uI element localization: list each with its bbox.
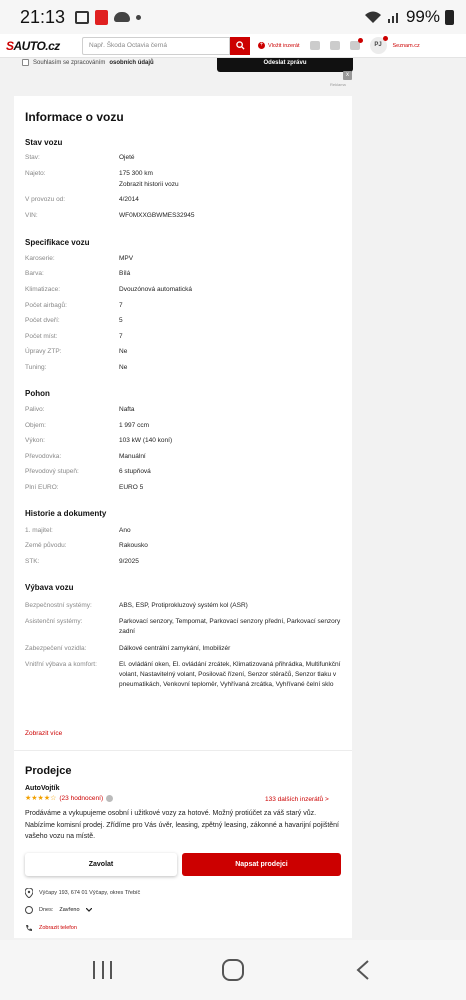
seller-name[interactable]: AutoVojtík <box>25 785 60 792</box>
avatar[interactable]: PJ <box>370 37 387 54</box>
clock-icon <box>25 906 33 914</box>
image-icon <box>75 11 89 24</box>
wifi-icon <box>364 10 382 24</box>
address-row: Výčapy 193, 674 01 Výčapy, okres Třebíč <box>25 888 140 898</box>
seller-description: Prodáváme a vykupujeme osobní i užitkové vozy za hotové. Možný protiúčet za váš starý vůz. Nabízíme komisní prodej. Zřídíme pro Vás úvěr, leasing, zpětný leasing, zákonné a havarijní pojištění vašeho vozu na místě. <box>25 810 339 840</box>
phone-icon <box>25 924 33 932</box>
system-nav-bar <box>0 940 466 1000</box>
section-heading-stav: Stav vozu <box>25 138 63 147</box>
bell-icon[interactable] <box>330 41 340 50</box>
send-message-button[interactable]: Odeslat zprávu <box>217 58 353 72</box>
info-icon[interactable] <box>106 795 113 802</box>
plus-icon: + <box>259 42 264 48</box>
section-heading-vybava: Výbava vozu <box>25 583 74 592</box>
cloud-icon <box>114 12 130 22</box>
close-icon[interactable]: x <box>343 71 352 80</box>
pdf-icon <box>95 10 108 25</box>
history-link[interactable]: Zobrazit historii vozu <box>119 181 179 188</box>
section-heading-pohon: Pohon <box>25 389 50 398</box>
section-divider <box>14 750 352 751</box>
other-ads-link[interactable]: 133 dalších inzerátů > <box>265 796 329 803</box>
clock: 21:13 <box>20 6 66 27</box>
search-button[interactable] <box>230 37 250 55</box>
call-button[interactable]: Zavolat <box>25 853 177 876</box>
show-more-link[interactable]: Zobrazit více <box>25 730 63 737</box>
seller-title: Prodejce <box>25 765 72 777</box>
back-icon[interactable] <box>356 960 370 980</box>
vehicle-info-card: Informace o vozu Stav vozu Stav: Ojeté Najeto: 175 300 km Zobrazit historii vozu V provozu od: 4/2014 VIN: WF0MXXGBWMES32945 Specifikace vozu Karoserie: MPV Barva: Bílá Klimatizace: Dvouzónová automatická Počet airbagů: 7 Počet dveří: 5 Počet míst: 7 Úpravy ZTP: Ne Tuning: Ne Pohon Palivo: Nafta Objem: 1 997 ccm Výkon: 103 kW (140 koní) Převodovka: Manuální Převodový stupeň: 6 stupňová Plní EURO: EURO 5 Historie a dokumenty 1. majitel: Ano Země původu: Rakousko STK: 9/2025 Výbava vozu Bezpečnostní systémy: ABS, ESP, Protiprokluzový systém kol (ASR) Asistenční systémy: Parkovací senzory, Tempomat, Parkovací senzory přední, Parkovací senzory zadní Zabezpečení vozidla: Dálkové centrální zamykání, Imobilizér Vnitřní výbava a komfort: El. ovládání oken, El. ovládání zrcátek, Klimatizovaná přihrádka, Multifunkční volant, Nastavitelný volant, Posilovač řízení, Senzor stěračů, Senzor tlaku v pneumatikách, Venkovní teploměr, Vyhřívaná zrcátka, Vyhřívané čelní sklo Zobrazit více Prodejce AutoVojtík ★★★★☆ (23 hodnocení) 133 dalších inzerátů > Prodáváme a vykupujeme osobní i užitkové vozy za hotové. Možný protiúčet za váš starý vůz. Nabízíme komisní prodej. Zřídíme pro Vás úvěr, leasing, zpětný leasing, zákonné a havarijní pojištění vašeho vozu na místě. Zavolat Napsat prodejci Výčapy 193, 674 01 Výčapy, okres Třebíč Dnes: Zavřeno Zobrazit telefon <box>14 96 352 938</box>
insert-ad-link[interactable]: + Vložit inzerát <box>259 42 300 49</box>
consent-checkbox[interactable] <box>22 59 29 66</box>
consent-row[interactable]: Souhlasím se zpracováním osobních údajů <box>22 59 154 66</box>
battery-icon <box>445 10 454 25</box>
section-heading-spec: Specifikace vozu <box>25 238 90 247</box>
ad-banner <box>14 58 352 90</box>
battery-percent: 99% <box>405 7 440 26</box>
chat-icon[interactable] <box>350 41 360 50</box>
ad-label: Reklama <box>330 82 346 87</box>
seznam-link[interactable]: Seznam.cz <box>392 42 420 49</box>
reviews-link[interactable]: (23 hodnocení) <box>59 794 104 802</box>
section-heading-historie: Historie a dokumenty <box>25 509 107 518</box>
chevron-down-icon <box>86 908 92 912</box>
sauto-logo[interactable]: SAUTO.cz <box>6 38 60 53</box>
write-seller-button[interactable]: Napsat prodejci <box>182 853 341 876</box>
seller-rating[interactable] <box>25 794 113 802</box>
home-icon[interactable] <box>222 959 244 981</box>
opening-hours-row[interactable]: Dnes: Zavřeno <box>25 906 92 914</box>
recent-apps-icon[interactable] <box>93 961 112 979</box>
notification-icons <box>75 10 141 25</box>
mail-icon[interactable] <box>310 41 320 50</box>
search-icon <box>236 41 245 50</box>
dot-icon <box>136 15 141 20</box>
location-pin-icon <box>25 888 33 898</box>
rating-stars: ★★★★☆ <box>25 795 57 802</box>
status-bar <box>0 0 466 34</box>
signal-icon <box>387 10 401 24</box>
info-title: Informace o vozu <box>25 110 124 124</box>
system-icons <box>364 7 454 27</box>
search-input[interactable]: Např. Škoda Octavia černá <box>82 37 230 55</box>
site-header <box>0 34 466 58</box>
phone-row[interactable]: Zobrazit telefon <box>25 924 77 932</box>
